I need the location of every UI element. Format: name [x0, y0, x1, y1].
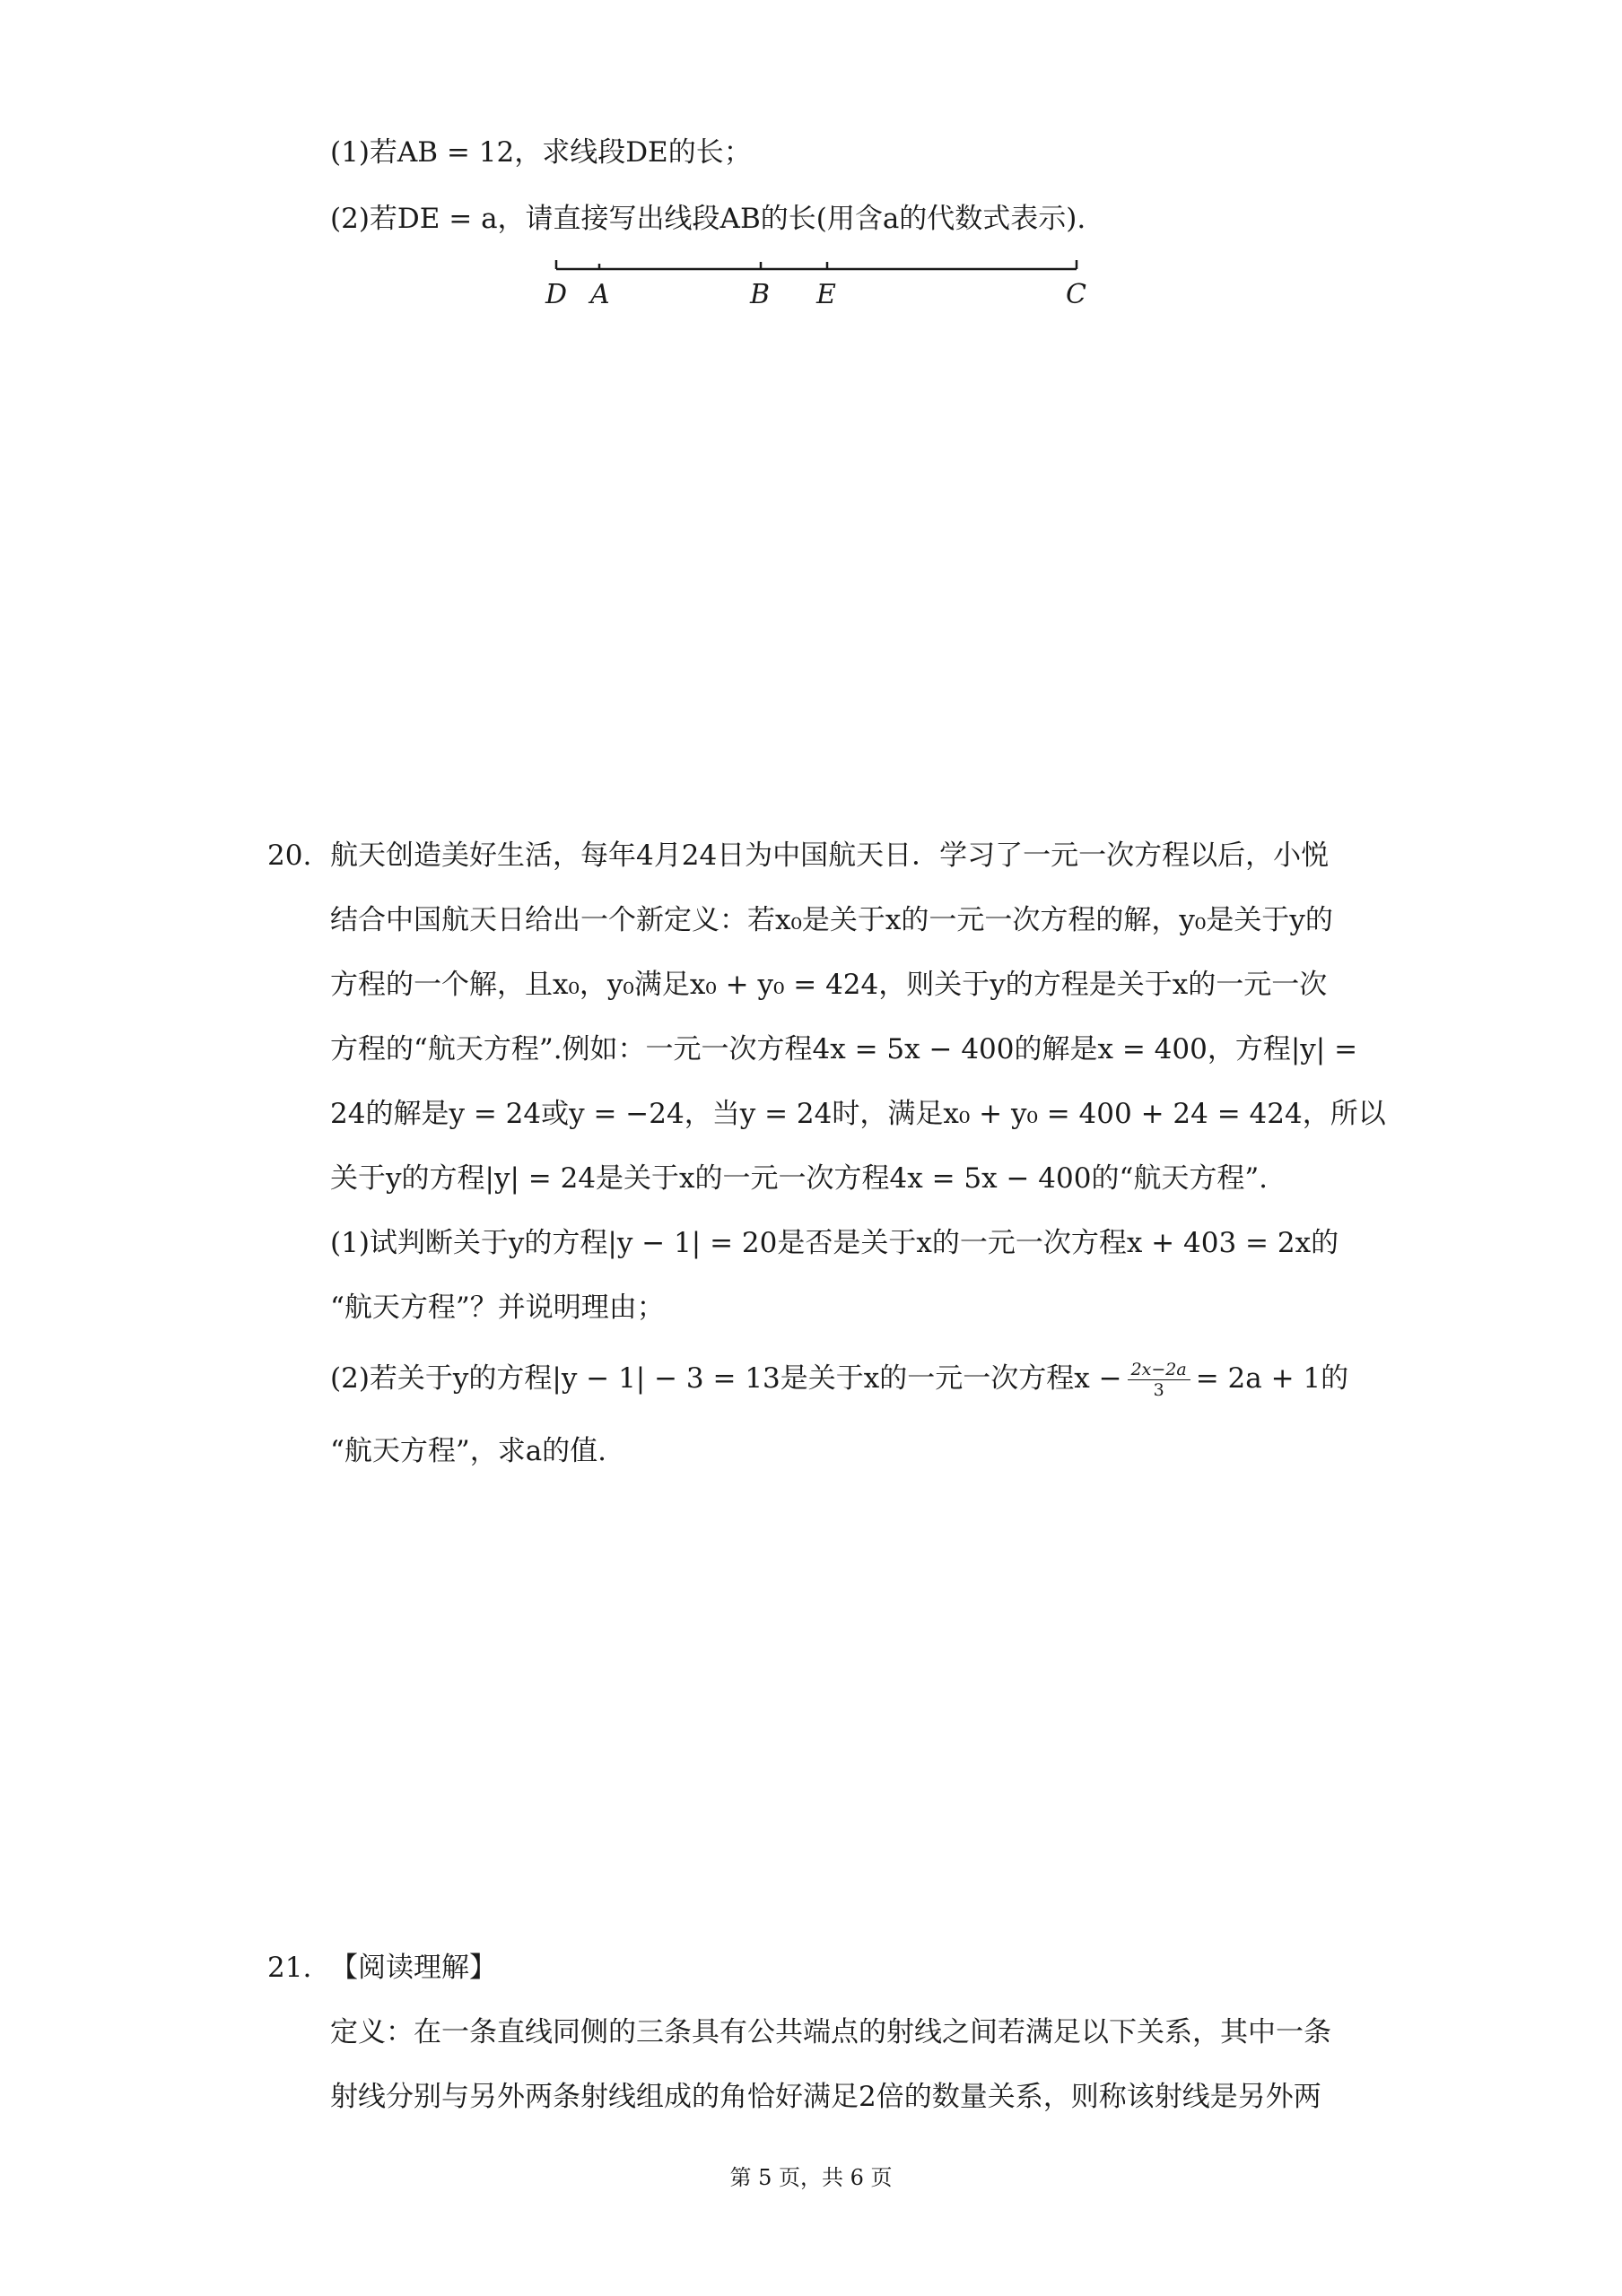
point-label-b: B — [750, 279, 771, 310]
q20-line-3: 方程的一个解，且x₀，y₀满足x₀ + y₀ = 424，则关于y的方程是关于x的一元一次 — [330, 969, 1328, 1001]
fraction-denominator: 3 — [1153, 1380, 1164, 1400]
q21-line-1: 定义：在一条直线同侧的三条具有公共端点的射线之间若满足以下关系，其中一条 — [330, 2016, 1331, 2048]
q20-line-6: 关于y的方程|y| = 24是关于x的一元一次方程4x = 5x − 400的“航天方程”. — [330, 1162, 1269, 1195]
line-segment-figure — [538, 260, 1112, 314]
q20-line-1: 航天创造美好生活，每年4月24日为中国航天日．学习了一元一次方程以后，小悦 — [330, 839, 1330, 872]
q20-line-4: 方程的“航天方程”.例如：一元一次方程4x = 5x − 400的解是x = 400，方程|y| = — [330, 1033, 1358, 1065]
q20-line-2: 结合中国航天日给出一个新定义：若x₀是关于x的一元一次方程的解，y₀是关于y的 — [330, 904, 1333, 936]
q21-heading: 【阅读理解】 — [330, 1952, 497, 1984]
point-label-d: D — [545, 279, 568, 310]
q20-part2-suffix: = 2a + 1的 — [1195, 1362, 1349, 1395]
q21-number: 21. — [267, 1952, 312, 1984]
q19-part1: (1)若AB = 12，求线段DE的长； — [330, 136, 752, 169]
fraction — [1128, 1360, 1190, 1400]
q20-line-8: “航天方程”？并说明理由； — [330, 1292, 665, 1324]
page-footer: 第 5 页，共 6 页 — [729, 2165, 893, 2190]
fraction-numerator: 2x−2a — [1128, 1360, 1190, 1380]
q20-part2-prefix: (2)若关于y的方程|y − 1| − 3 = 13是关于x的一元一次方程x − — [330, 1362, 1122, 1395]
q21-line-2: 射线分别与另外两条射线组成的角恰好满足2倍的数量关系，则称该射线是另外两 — [330, 2081, 1321, 2113]
q20-line-7: (1)试判断关于y的方程|y − 1| = 20是否是关于x的一元一次方程x + 403 = 2x的 — [330, 1227, 1339, 1259]
point-label-c: C — [1066, 279, 1086, 310]
q20-number: 20. — [267, 839, 312, 872]
q19-part2: (2)若DE = a，请直接写出线段AB的长(用含a的代数式表示). — [330, 203, 1086, 235]
q20-part2-line — [330, 1359, 1362, 1400]
q20-part2-last: “航天方程”，求a的值. — [330, 1435, 607, 1467]
point-label-e: E — [816, 279, 836, 310]
q20-line-5: 24的解是y = 24或y = −24，当y = 24时，满足x₀ + y₀ = 400 + 24 = 424，所以 — [330, 1098, 1386, 1130]
point-label-a: A — [590, 279, 610, 310]
